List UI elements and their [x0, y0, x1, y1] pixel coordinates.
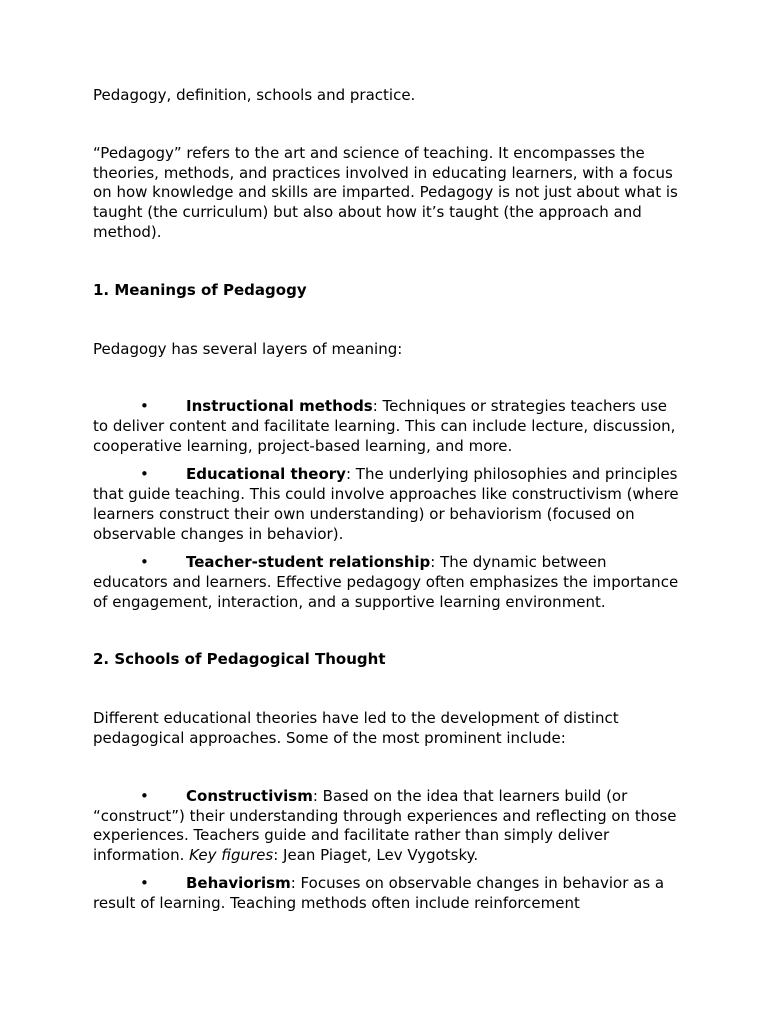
section-lead-meanings: Pedagogy has several layers of meaning: — [93, 339, 403, 358]
section-heading-meanings: 1. Meanings of Pedagogy — [93, 280, 307, 299]
intro-paragraph: “Pedagogy” refers to the art and science of teaching. It encompasses the theories, methods, and practices involved in educating learners, with a focus on how knowledge and skills are imparted. Pedagogy is not just about what is taught (the curriculum) but also about how it’s taught (the approach and method). — [93, 143, 678, 241]
key-figures-label: Key figures — [189, 846, 274, 865]
key-figures-text: : Jean Piaget, Lev Vygotsky. — [273, 846, 479, 865]
list-item-text: : Focuses on observable changes in behavior as a result of learning. Teaching methods often include reinforcement — [93, 874, 665, 913]
bullet-icon: • — [140, 786, 149, 805]
list-item-text: : Based on the idea that learners build (or “construct”) their understanding through experiences and reflecting on those experiences. Teachers guide and facilitate rather than simply deliver information. — [93, 786, 677, 865]
list-item — [93, 787, 683, 866]
list-item-term: Educational theory — [186, 465, 346, 484]
list-item-text: : Techniques or strategies teachers use to deliver content and facilitate learning. This can include lecture, discussion, cooperative learning, project-based learning, and more. — [93, 397, 676, 455]
list-item — [93, 465, 683, 544]
list-item-text: : The dynamic between educators and learners. Effective pedagogy often emphasizes the importance of engagement, interaction, and a supportive learning environment. — [93, 552, 679, 611]
list-item — [93, 553, 683, 612]
section-heading-schools: 2. Schools of Pedagogical Thought — [93, 650, 386, 669]
list-item-term: Behaviorism — [186, 874, 291, 893]
bullet-icon: • — [140, 397, 149, 416]
bullet-icon: • — [140, 874, 149, 893]
document-title: Pedagogy, definition, schools and practice. — [93, 86, 416, 104]
list-item-term: Instructional methods — [186, 397, 373, 416]
list-item-text: : The underlying philosophies and principles that guide teaching. This could involve approaches like constructivism (where learners construct their own understanding) or behaviorism (focused on observable changes in behavior). — [93, 465, 679, 543]
list-item-term: Constructivism — [186, 786, 313, 805]
list-item — [93, 874, 683, 914]
section-lead-schools: Different educational theories have led to the development of distinct pedagogical approaches. Some of the most prominent include: — [93, 709, 619, 747]
document-page — [93, 86, 683, 923]
bullet-icon: • — [140, 552, 149, 571]
list-item-term: Teacher-student relationship — [186, 552, 431, 571]
list-item — [93, 397, 683, 456]
bullet-icon: • — [140, 465, 149, 484]
